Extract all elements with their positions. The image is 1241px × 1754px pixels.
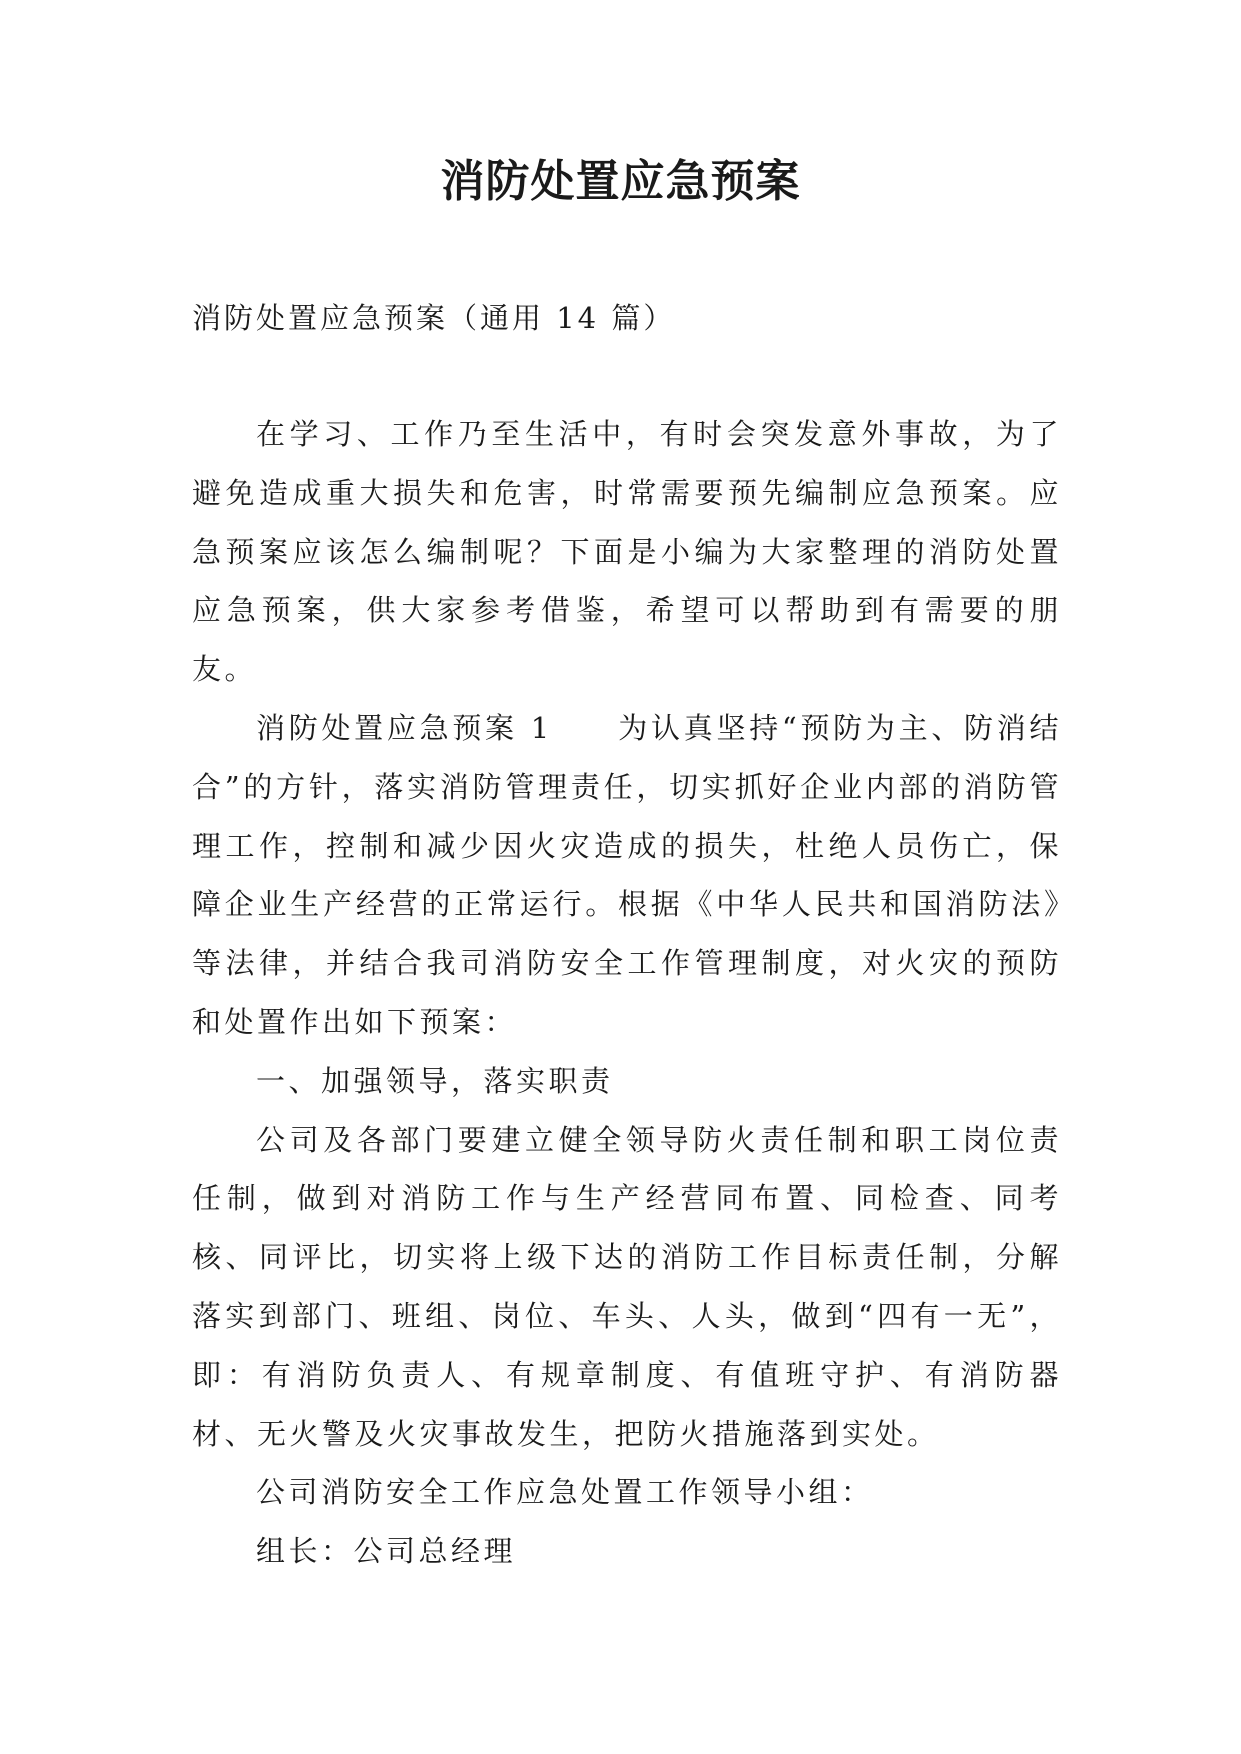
- plan-1-paragraph: 消防处置应急预案 1 为认真坚持“预防为主、防消结合”的方针，落实消防管理责任，切实抓好企业内部的消防管理工作，控制和减少因火灾造成的损失，杜绝人员伤亡，保障企业生产经营的正常运行。根据《中华人民共和国消防法》等法律，并结合我司消防安全工作管理制度，对火灾的预防和处置作出如下预案：: [192, 710, 1062, 1039]
- group-leader-paragraph: 组长：公司总经理: [256, 1534, 517, 1569]
- responsibility-paragraph: 公司及各部门要建立健全领导防火责任制和职工岗位责任制，做到对消防工作与生产经营同布置、同检查、同考核、同评比，切实将上级下达的消防工作目标责任制，分解落实到部门、班组、岗位、车头、人头，做到“四有一无”，即：有消防负责人、有规章制度、有值班守护、有消防器材、无火警及火灾事故发生，把防火措施落到实处。: [192, 1122, 1062, 1451]
- leadership-group-paragraph: 公司消防安全工作应急处置工作领导小组：: [256, 1475, 874, 1510]
- document-subtitle: 消防处置应急预案（通用 14 篇）: [192, 301, 676, 335]
- section-heading-1: 一、加强领导，落实职责: [256, 1063, 614, 1098]
- document-title: 消防处置应急预案: [440, 156, 801, 207]
- intro-paragraph: 在学习、工作乃至生活中，有时会突发意外事故，为了避免造成重大损失和危害，时常需要预先编制应急预案。应急预案应该怎么编制呢？下面是小编为大家整理的消防处置应急预案，供大家参考借鉴，希望可以帮助到有需要的朋友。: [192, 417, 1062, 687]
- document-body: [192, 405, 1062, 1581]
